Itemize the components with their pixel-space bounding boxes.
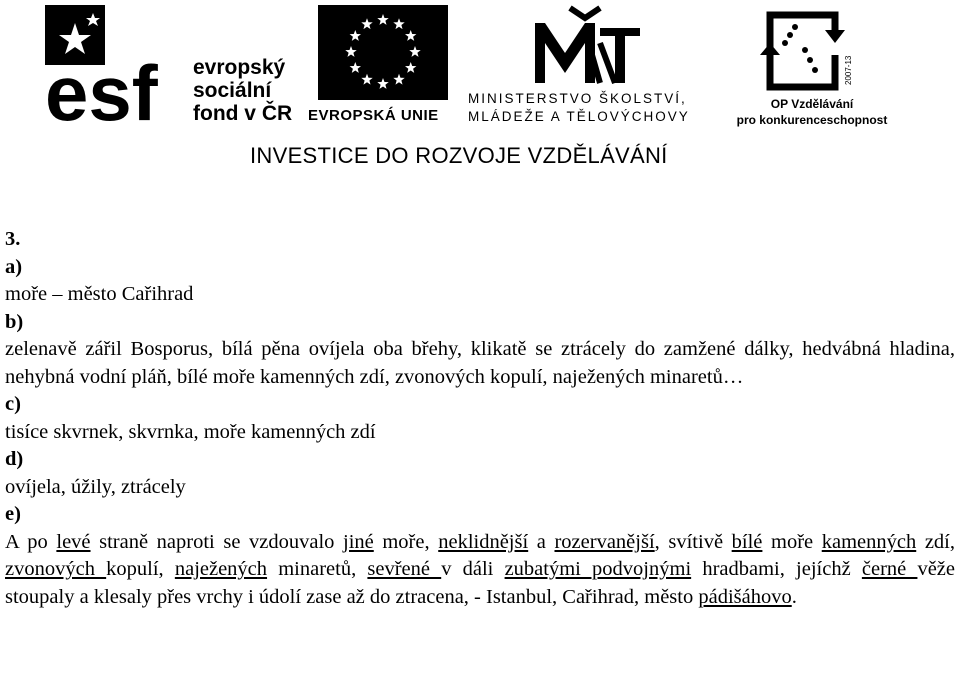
esf-logo-icon [45, 5, 190, 125]
answer-d: ovíjela, úžily, ztrácely [5, 475, 186, 498]
e-text: hradbami, jejíchž [691, 558, 862, 580]
esf-line-1: evropský [193, 56, 286, 79]
e-underlined: sevřené [367, 558, 442, 580]
e-text: zdí, [916, 530, 956, 553]
label-a: a) [5, 255, 23, 278]
e-text: kopulí, [106, 558, 175, 580]
e-text: moře [762, 530, 822, 553]
esf-logo-text [193, 56, 292, 125]
e-underlined: bílé [731, 530, 763, 553]
e-text: moře, [373, 530, 439, 553]
msmt-line-2: MLÁDEŽE A TĚLOVÝCHOVY [468, 109, 690, 124]
exercise-content [5, 226, 955, 611]
e-text: věže stoupaly a klesaly přes vrchy i údolí zase až do ztracena, - Istanbul, Cařihrad, město [5, 558, 955, 608]
header-logos [0, 0, 960, 180]
e-underlined: rozervanější [554, 530, 655, 553]
esf-line-3: fond v ČR [193, 102, 293, 125]
e-underlined: černé [861, 558, 918, 580]
label-d: d) [5, 448, 24, 470]
msmt-line-1: MINISTERSTVO ŠKOLSTVÍ, [468, 91, 687, 106]
e-text: v dáli [441, 558, 505, 580]
e-text: minaretů, [267, 558, 368, 580]
eu-flag-icon [318, 5, 448, 100]
e-text: straně naproti se vzdouvalo [90, 530, 344, 553]
e-text: a [528, 530, 555, 553]
label-e: e) [5, 503, 21, 525]
e-text: A po [5, 530, 57, 553]
op-line-1: OP Vzdělávání [770, 97, 854, 111]
op-line-2: pro konkurenceschopnost [736, 113, 888, 127]
e-underlined: jiné [343, 530, 374, 553]
e-underlined: kamenných [821, 530, 917, 553]
esf-line-2: sociální [193, 79, 272, 102]
e-underlined: neklidnější [438, 530, 529, 553]
e-text: , svítivě [654, 530, 732, 553]
e-underlined: zubatými podvojnými [504, 558, 692, 580]
label-b: b) [5, 310, 24, 333]
answer-a: moře – město Cařihrad [5, 283, 194, 305]
e-underlined: zvonových [5, 558, 107, 580]
answer-e [5, 529, 955, 612]
exercise-number: 3. [5, 228, 21, 250]
msmt-text [468, 90, 690, 126]
answer-c: tisíce skvrnek, skvrnka, moře kamenných zdí [5, 420, 376, 443]
eu-label: EVROPSKÁ UNIE [308, 107, 439, 124]
answer-b: zelenavě zářil Bosporus, bílá pěna ovíjela oba břehy, klikatě se ztrácely do zamžené dálky, hedvábná hladina, nehybná vodní pláň, bílé moře kamenných zdí, zvonových kopulí, naježených minaretů… [5, 338, 955, 388]
op-years: 2007-13 [844, 55, 853, 85]
investice-banner: INVESTICE DO ROZVOJE VZDĚLÁVÁNÍ [250, 143, 668, 168]
op-text [732, 96, 892, 128]
e-underlined: pádišáhovo [698, 585, 792, 608]
e-underlined: naježených [174, 558, 268, 580]
e-text: . [791, 585, 797, 608]
label-c: c) [5, 393, 21, 415]
svg-text:esf: esf [45, 49, 158, 125]
op-logo-icon [755, 5, 865, 97]
msmt-logo-icon [530, 3, 660, 88]
e-underlined: levé [56, 530, 91, 553]
